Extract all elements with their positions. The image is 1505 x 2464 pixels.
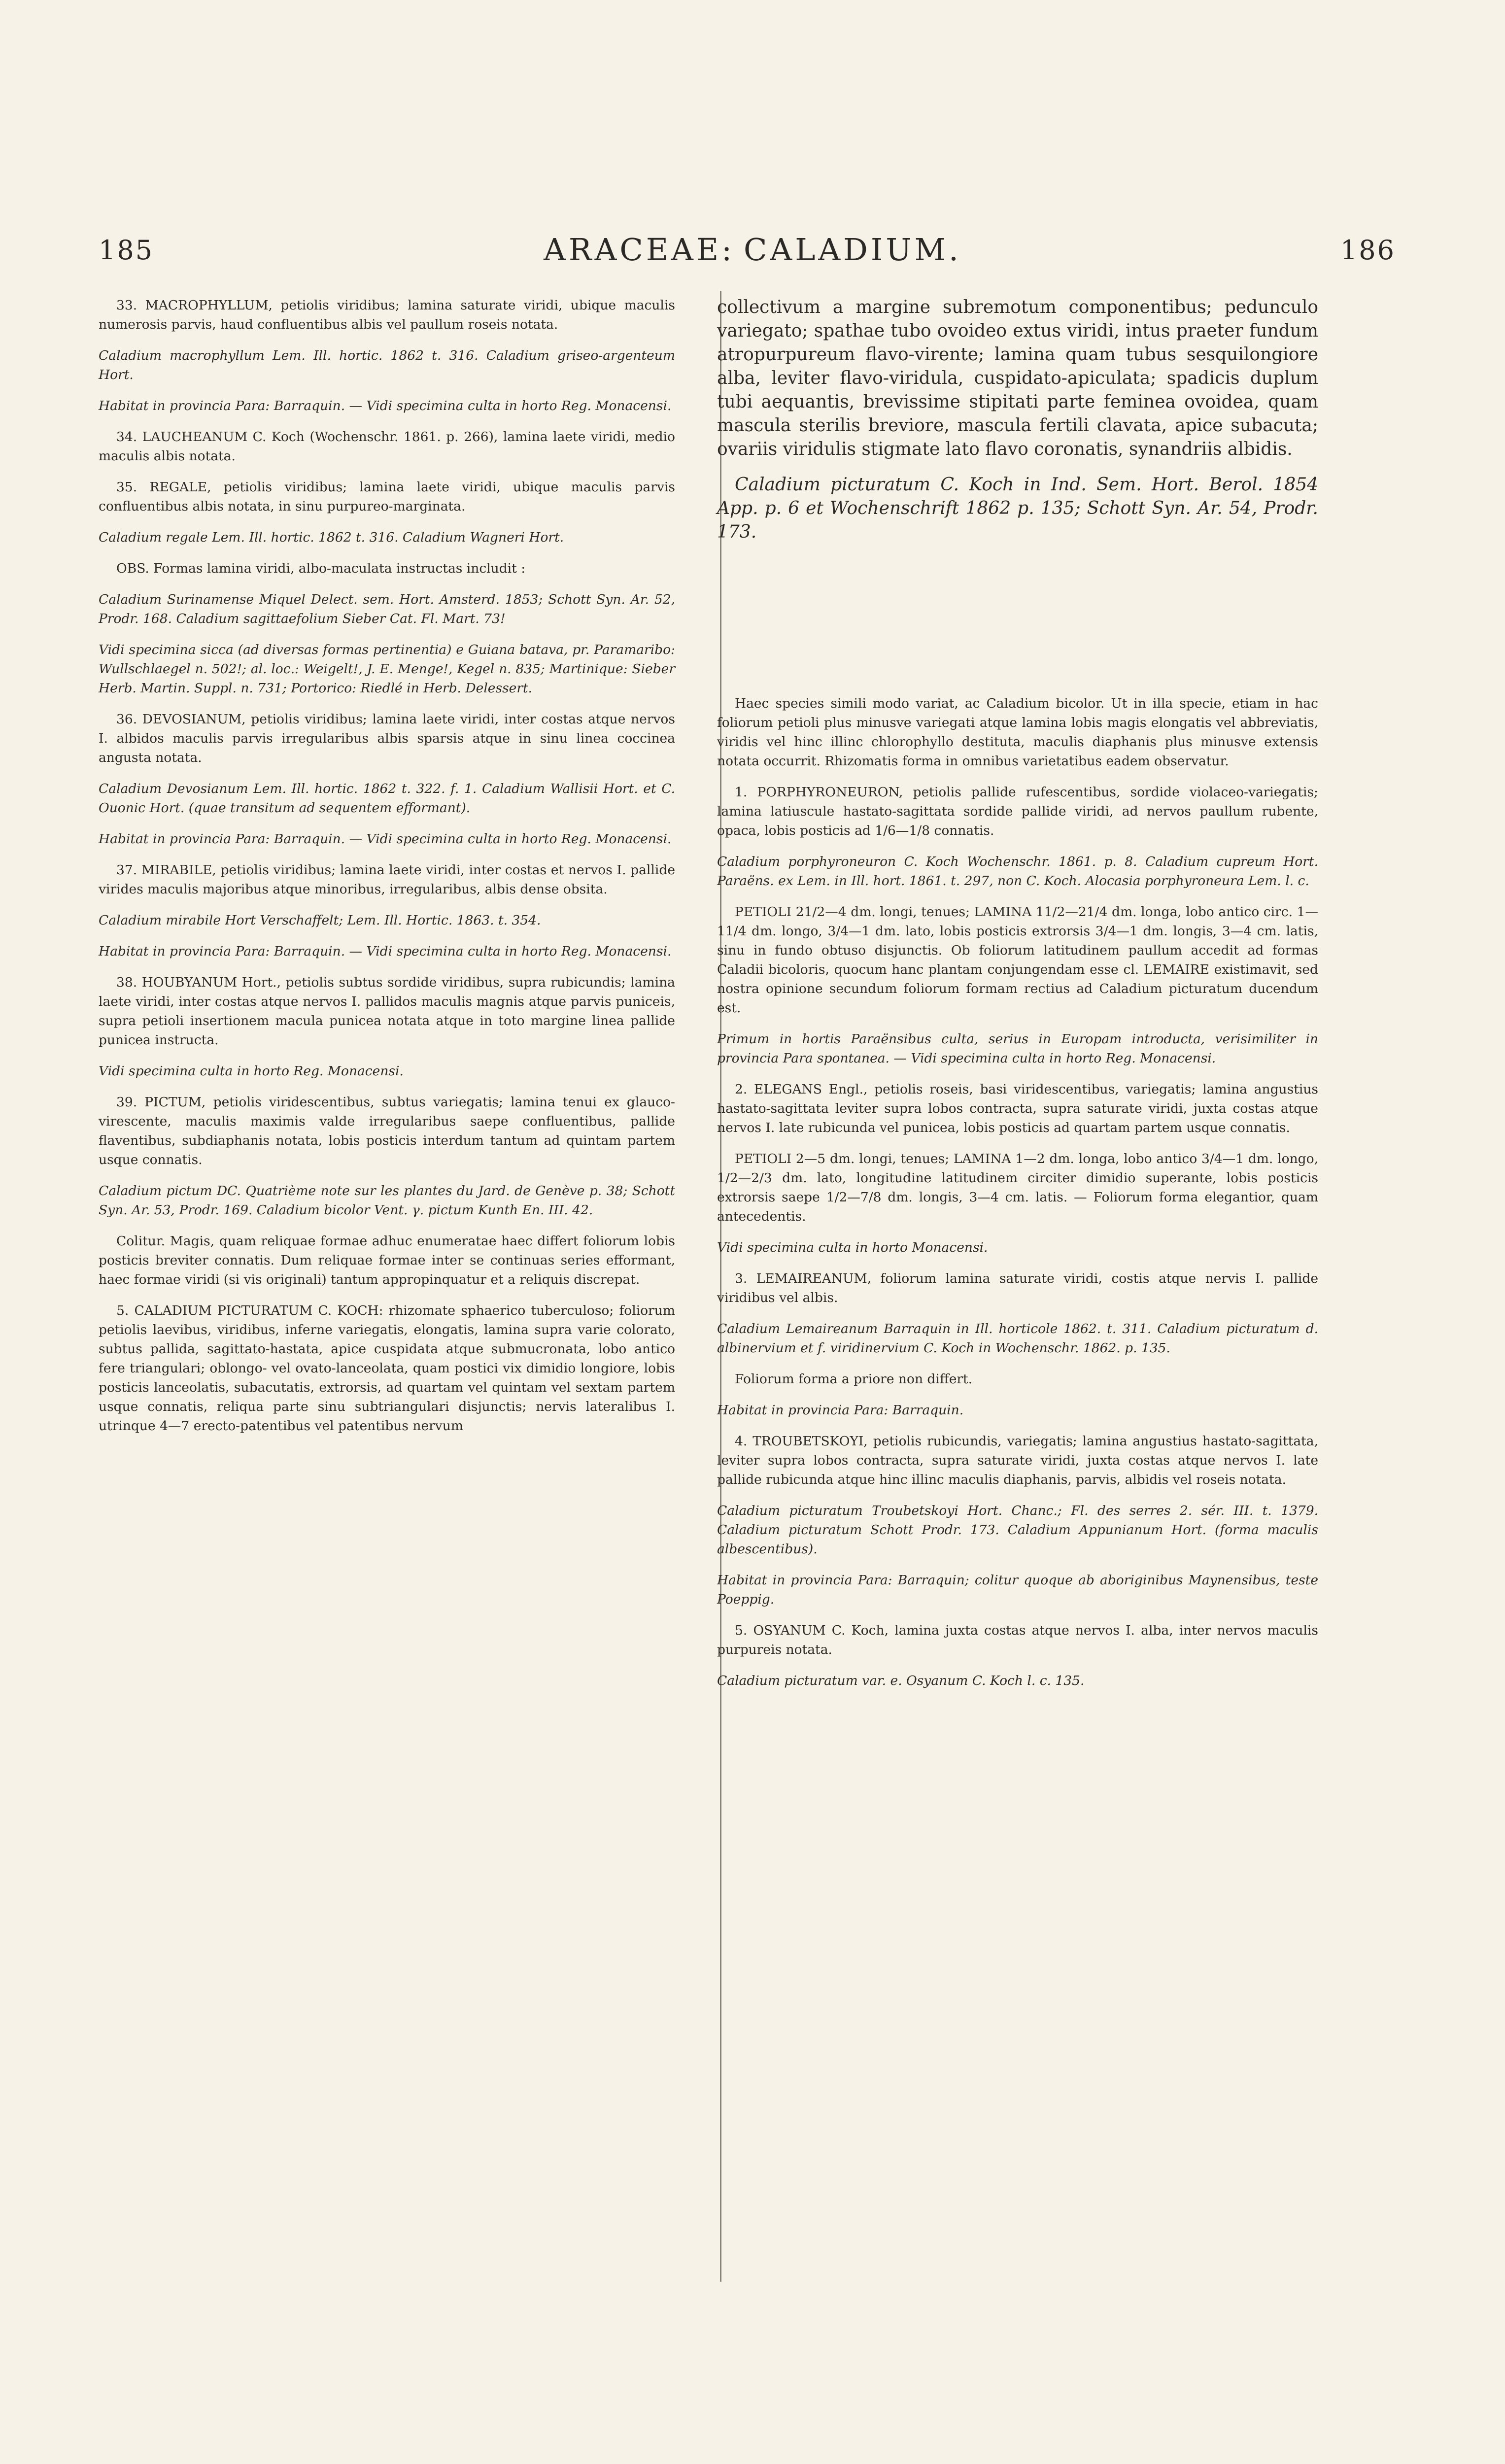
paragraph: 33. MACROPHYLLUM, petiolis viridibus; lamina saturate viridi, ubique maculis numerosis parvis, haud confluentibus albis vel paullum roseis notata.	[99, 298, 675, 332]
habitat-note: Habitat in provincia Para: Barraquin; colitur quoque ab aboriginibus Maynensibus, teste Poeppig.	[717, 1573, 1318, 1607]
habitat-note: Habitat in provincia Para: Barraquin. — Vidi specimina culta in horto Reg. Monacensi.	[99, 398, 672, 413]
paragraph: PETIOLI 21/2—4 dm. longi, tenues; LAMINA 11/2—21/4 dm. longa, lobo antico circ. 1—11/4 dm. longo, 3/4—1 dm. lato, lobis posticis extrorsis 3/4—1 dm. longis, 3—4 cm. latis, sinu in fundo obtuso disjunctis. Ob foliorum latitudinem paullum accedit ad formas Caladii bicoloris, quocum hanc plantam conjungendam esse cl. LEMAIRE existimavit, sed nostra opinione secundum foliorum formam rectius ad Caladium picturatum ducendum est.	[717, 904, 1318, 1016]
synonym-block: Caladium picturatum var. e. Osyanum C. Koch l. c. 135.	[717, 1673, 1085, 1688]
specimen-note: Vidi specimina culta in horto Monacensi.	[717, 1240, 988, 1255]
synonym-block: Caladium picturatum Troubetskoyi Hort. Chanc.; Fl. des serres 2. sér. III. t. 1379. Caladium picturatum Schott Prodr. 173. Caladium Appunianum Hort. (forma maculis albescentibus).	[717, 1503, 1318, 1557]
habitat-note: Habitat in provincia Para: Barraquin. — Vidi specimina culta in horto Reg. Monacensi.	[99, 944, 672, 959]
species-description: 5. CALADIUM PICTURATUM C. KOCH: rhizomate sphaerico tuberculoso; foliorum petiolis laevibus, viridibus, inferne variegatis, elongatis, lamina supra varie colorato, subtus pallida, sagittato-hastata, apice cuspidata atque submucronata, lobo antico fere triangulari; oblongo- vel ovato-lanceolata, quam postici vix dimidio longiore, lobis posticis lanceolatis, subacutatis, extrorsis, ad quartam vel quintam vel sextam partem usque connatis, reliqua parte sinu subtriangulari disjunctis; nervis lateralibus I. utrinque 4—7 erecto-patentibus vel patentibus nervum	[99, 1303, 675, 1434]
running-title-genus: CALADIUM.	[744, 232, 961, 268]
paragraph: 39. PICTUM, petiolis viridescentibus, subtus variegatis; lamina tenui ex glauco-virescente, maculis maximis valde irregularibus saepe confluentibus, pallide flaventibus, subdiaphanis notata, lobis posticis interdum tantum ad quintam partem usque connatis.	[99, 1095, 675, 1167]
paragraph: OBS. Formas lamina viridi, albo-maculata instructas includit :	[116, 561, 526, 576]
paragraph: 35. REGALE, petiolis viridibus; lamina laete viridi, ubique maculis parvis confluentibus albis notata, in sinu purpureo-marginata.	[99, 479, 675, 514]
synonym-block: Caladium macrophyllum Lem. Ill. hortic. 1862 t. 316. Caladium griseo-argenteum Hort.	[99, 348, 675, 382]
right-column-small	[717, 694, 1318, 1702]
running-title	[0, 232, 1505, 268]
paragraph: PETIOLI 2—5 dm. longi, tenues; LAMINA 1—2 dm. longa, lobo antico 3/4—1 dm. longo, 1/2—2/3 dm. lato, longitudine latitudinem circiter dimidio superante, lobis posticis extrorsis saepe 1/2—7/8 dm. longis, 3—4 cm. latis. — Foliorum forma elegantior, quam antecedentis.	[717, 1151, 1318, 1224]
synonym-block: Caladium picturatum C. Koch in Ind. Sem. Hort. Berol. 1854 App. p. 6 et Wochenschrift 1862 p. 135; Schott Syn. Ar. 54, Prodr. 173.	[717, 475, 1318, 542]
paragraph: Colitur. Magis, quam reliquae formae adhuc enumeratae haec differt foliorum lobis posticis breviter connatis. Dum reliquae formae inter se continuas series efformant, haec formae viridi (si vis originali) tantum appropinquatur et a reliquis discrepat.	[99, 1233, 675, 1287]
paragraph: 5. OSYANUM C. Koch, lamina juxta costas atque nervos I. alba, inter nervos maculis purpureis notata.	[717, 1623, 1318, 1657]
paragraph: Foliorum forma a priore non differt.	[735, 1371, 973, 1387]
synonym-block: Caladium Surinamense Miquel Delect. sem. Hort. Amsterd. 1853; Schott Syn. Ar. 52, Prodr. 168. Caladium sagittaefolium Sieber Cat. Fl. Mart. 73!	[99, 592, 675, 626]
synonym-block: Caladium porphyroneuron C. Koch Wochenschr. 1861. p. 8. Caladium cupreum Hort. Paraëns. ex Lem. in Ill. hort. 1861. t. 297, non C. Koch. Alocasia porphyroneura Lem. l. c.	[717, 854, 1318, 889]
paragraph: 34. LAUCHEANUM C. Koch (Wochenschr. 1861. p. 266), lamina laete viridi, medio maculis albis notata.	[99, 429, 675, 464]
page-number-left: 185	[99, 235, 154, 266]
paragraph: 37. MIRABILE, petiolis viridibus; lamina laete viridi, inter costas et nervos I. pallide virides maculis majoribus atque minoribus, irregularibus, albis dense obsita.	[99, 862, 675, 897]
synonym-block: Caladium mirabile Hort Verschaffelt; Lem. Ill. Hortic. 1863. t. 354.	[99, 913, 541, 928]
specimen-note: Vidi specimina sicca (ad diversas formas pertinentia) e Guiana batava, pr. Paramaribo: Wullschlaegel n. 502!; al. loc.: Weigelt!, J. E. Menge!, Kegel n. 835; Martinique: Sieber Herb. Martin. Suppl. n. 731; Portorico: Riedlé in Herb. Delessert.	[99, 642, 675, 696]
synonym-block: Caladium regale Lem. Ill. hortic. 1862 t. 316. Caladium Wagneri Hort.	[99, 530, 564, 545]
paragraph: Haec species simili modo variat, ac Caladium bicolor. Ut in illa specie, etiam in hac foliorum petioli plus minusve variegati atque lamina lobis magis elongatis vel abbreviatis, viridis vel hinc illinc chlorophyllo destituta, maculis diaphanis plus minusve extensis notata occurrit. Rhizomatis forma in omnibus varietatibus eadem observatur.	[717, 696, 1318, 769]
habitat-note: Habitat in provincia Para: Barraquin.	[717, 1403, 964, 1418]
left-column	[99, 296, 675, 1447]
habitat-note: Primum in hortis Paraënsibus culta, serius in Europam introducta, verisimiliter in provincia Para spontanea. — Vidi specimina culta in horto Reg. Monacensi.	[717, 1031, 1318, 1066]
page-number-right: 186	[1340, 235, 1396, 266]
synonym-block: Caladium Lemaireanum Barraquin in Ill. horticole 1862. t. 311. Caladium picturatum d. albinervium et f. viridinervium C. Koch in Wochenschr. 1862. p. 135.	[717, 1321, 1318, 1356]
species-description-continued: collectivum a margine subremotum componentibus; pedunculo variegato; spathae tubo ovoideo extus viridi, intus praeter fundum atropurpureum flavo-virente; lamina quam tubus sesquilongiore alba, leviter flavo-viridula, cuspidato-apiculata; spadicis duplum tubi aequantis, brevissime stipitati parte feminea ovoidea, quam mascula sterilis breviore, mascula fertili clavata, apice subacuta; ovariis viridulis stigmate lato flavo coronatis, synandriis albidis.	[717, 297, 1318, 459]
paragraph: 2. ELEGANS Engl., petiolis roseis, basi viridescentibus, variegatis; lamina angustius hastato-sagittata leviter supra lobos contracta, supra saturate viridi, juxta costas atque nervos I. late rubicunda vel punicea, lobis posticis ad quartam partem usque connatis.	[717, 1082, 1318, 1135]
synonym-block: Caladium Devosianum Lem. Ill. hortic. 1862 t. 322. f. 1. Caladium Wallisii Hort. et C. Ouonic Hort. (quae transitum ad sequentem efformant).	[99, 781, 675, 816]
paragraph: 4. TROUBETSKOYI, petiolis rubicundis, variegatis; lamina angustius hastato-sagittata, leviter supra lobos contracta, supra saturate viridi, juxta costas atque nervos I. late pallide rubicunda atque hinc illinc maculis diaphanis, parvis, albidis vel roseis notata.	[717, 1434, 1318, 1487]
right-column	[717, 296, 1318, 556]
paragraph: 38. HOUBYANUM Hort., petiolis subtus sordide viridibus, supra rubicundis; lamina laete viridi, inter costas atque nervos I. pallidos maculis magnis atque parvis puniceis, supra petioli insertionem macula punicea notata atque in toto margine linea pallide punicea instructa.	[99, 975, 675, 1048]
paragraph: 1. PORPHYRONEURON, petiolis pallide rufescentibus, sordide violaceo-variegatis; lamina latiuscule hastato-sagittata sordide pallide viridi, ad nervos paullum rubente, opaca, lobis posticis ad 1/6—1/8 connatis.	[717, 785, 1318, 838]
synonym-block: Caladium pictum DC. Quatrième note sur les plantes du Jard. de Genève p. 38; Schott Syn. Ar. 53, Prodr. 169. Caladium bicolor Vent. γ. pictum Kunth En. III. 42.	[99, 1183, 675, 1218]
habitat-note: Habitat in provincia Para: Barraquin. — Vidi specimina culta in horto Reg. Monacensi.	[99, 831, 672, 847]
paragraph: 36. DEVOSIANUM, petiolis viridibus; lamina laete viridi, inter costas atque nervos I. albidos maculis parvis irregularibus albis sparsis atque in sinu linea coccinea angusta notata.	[99, 712, 675, 765]
running-title-family: ARACEAE:	[544, 232, 735, 268]
specimen-note: Vidi specimina culta in horto Reg. Monacensi.	[99, 1063, 404, 1079]
paragraph: 3. LEMAIREANUM, foliorum lamina saturate viridi, costis atque nervis I. pallide viridibus vel albis.	[717, 1271, 1318, 1305]
